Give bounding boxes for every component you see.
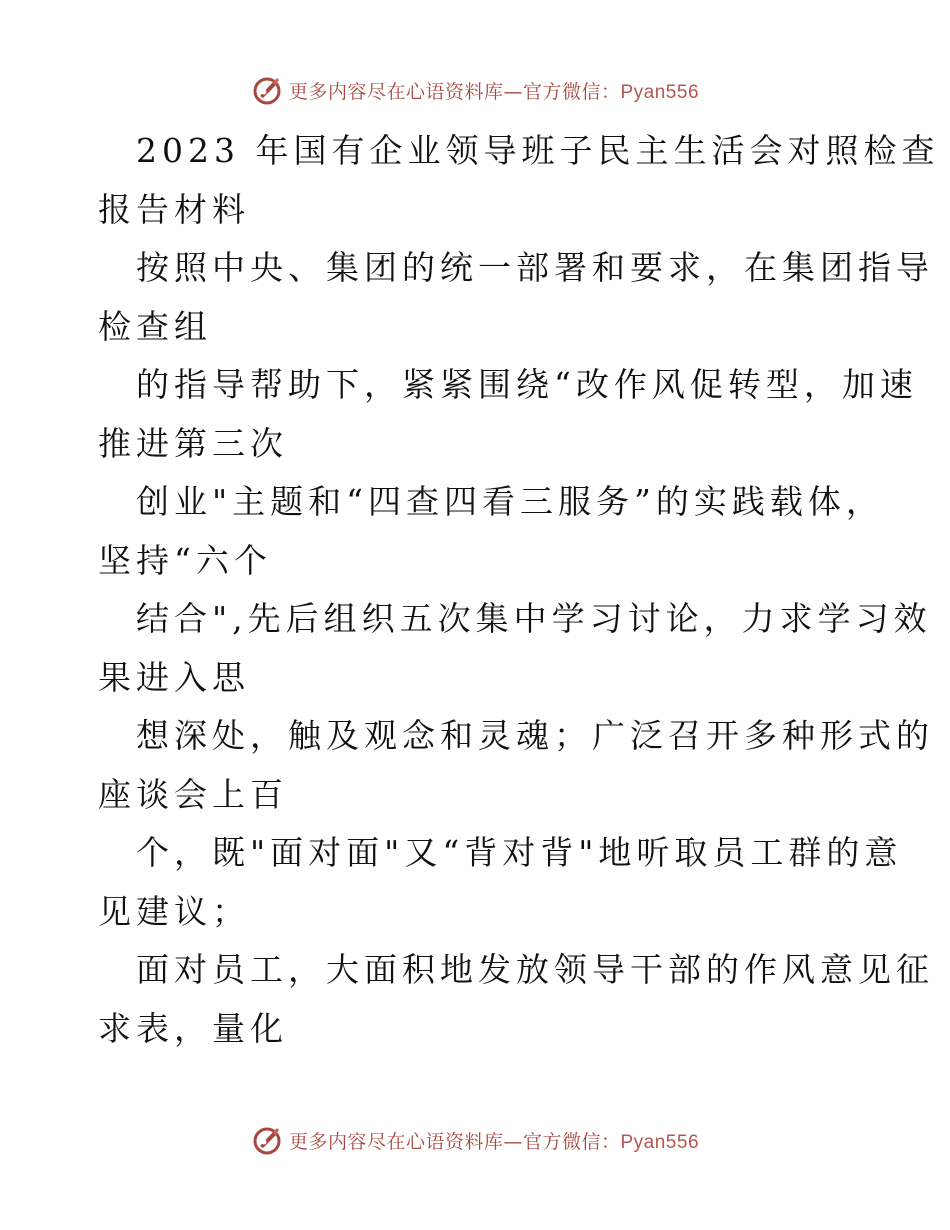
text-line: 推进第三次 [98, 423, 288, 463]
watermark-handle: Pyan556 [620, 1131, 700, 1153]
text-line: 坚持“六个 [98, 540, 272, 580]
footer-watermark [0, 1120, 950, 1160]
watermark-text: 更多内容尽在心语资料库—官方微信：Pyan556 [288, 1130, 700, 1153]
text-line: 座谈会上百 [98, 774, 288, 814]
watermark-handle: Pyan556 [620, 81, 700, 103]
logo-icon [251, 1124, 283, 1156]
text-line: 创业"主题和“四查四看三服务”的实践载体， [136, 482, 884, 521]
text-line: 个，既"面对面"又“背对背"地听取员工群的意 [136, 833, 903, 872]
text-line: 求表，量化 [98, 1008, 288, 1048]
text-line: 面对员工，大面积地发放领导干部的作风意见征 [136, 950, 934, 989]
text-line: 想深处，触及观念和灵魂；广泛召开多种形式的 [136, 716, 934, 755]
text-line: 结合",先后组织五次集中学习讨论，力求学习效 [136, 599, 932, 638]
text-line: 报告材料 [98, 189, 250, 229]
watermark-text: 更多内容尽在心语资料库—官方微信：Pyan556 [288, 80, 700, 103]
text-line: 见建议； [98, 891, 250, 931]
text-line: 的指导帮助下，紧紧围绕“改作风促转型，加速 [136, 365, 918, 404]
text-line: 检查组 [98, 306, 212, 346]
text-line: 按照中央、集团的统一部署和要求，在集团指导 [136, 248, 934, 287]
document-body [98, 122, 940, 1058]
text-line: 果进入思 [98, 657, 250, 697]
header-watermark [0, 70, 950, 110]
text-line: 2023 年国有企业领导班子民主生活会对照检查 [136, 131, 940, 170]
logo-icon [251, 74, 283, 106]
